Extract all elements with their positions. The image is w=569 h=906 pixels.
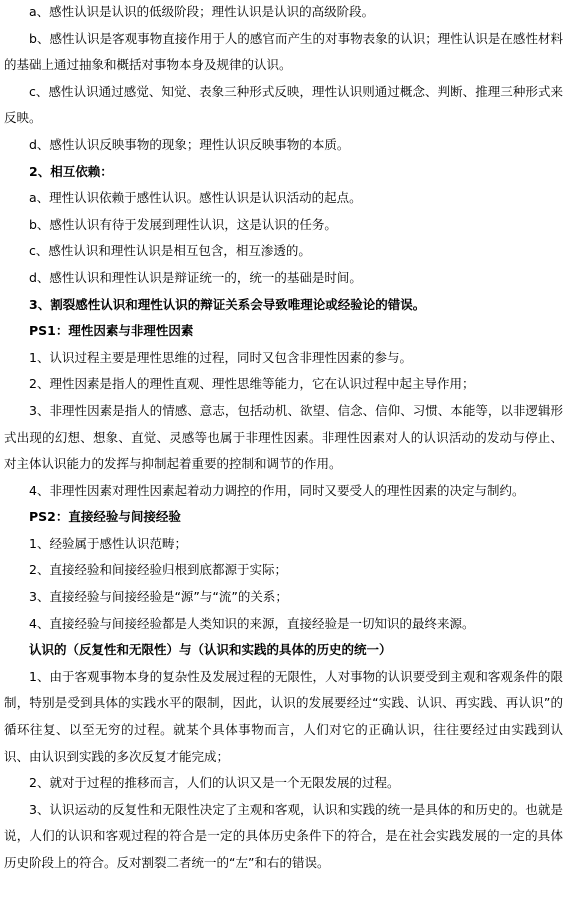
ps2-item-3: 3、直接经验与间接经验是“源”与“流”的关系； bbox=[29, 589, 288, 605]
paragraph-d-phenomenon-essence: d、感性认识反映事物的现象；理性认识反映事物的本质。 bbox=[29, 136, 350, 152]
ps1-item-2: 2、理性因素是指人的理性直观、理性思维等能力，它在认识过程中起主导作用； bbox=[29, 376, 475, 392]
ps1-item-4: 4、非理性因素对理性因素起着动力调控的作用，同时又要受人的理性因素的决定与制约。 bbox=[29, 482, 525, 498]
ps1-item-1: 1、认识过程主要是理性思维的过程，同时又包含非理性因素的参与。 bbox=[29, 349, 412, 365]
ps2-item-2: 2、直接经验和间接经验归根到底都源于实际； bbox=[29, 562, 287, 578]
paragraph-a-low-high-stage: a、感性认识是认识的低级阶段；理性认识是认识的高级阶段。 bbox=[29, 4, 375, 19]
section-heading-ps1: PS1：理性因素与非理性因素 bbox=[29, 323, 194, 339]
ps1-item-3: 3、非理性因素是指人的情感、意志，包括动机、欲望、信念、信仰、习惯、本能等，以非逻辑形式出现的幻想、想象、直觉、灵感等也属于非理性因素。非理性因素对人的认识活动的发动与停止、对主体认识能力的发挥与抑制起着重要的控制和调节的作用。 bbox=[4, 402, 563, 472]
paragraph-a-dependence: a、理性认识依赖于感性认识。感性认识是认识活动的起点。 bbox=[29, 190, 362, 206]
paragraph-c-forms: c、感性认识通过感觉、知觉、表象三种形式反映，理性认识则通过概念、判断、推理三种形式来反映。 bbox=[4, 83, 563, 126]
ps2-item-1: 1、经验属于感性认识范畴； bbox=[29, 535, 187, 551]
repetition-item-3: 3、认识运动的反复性和无限性决定了主观和客观，认识和实践的统一是具体的和历史的。也就是说，人们的认识和客观过程的符合是一定的具体历史条件下的符合，是在社会实践发展的一定的具体历史阶段上的符合。反对割裂二者统一的“左”和右的错误。 bbox=[4, 801, 563, 870]
section-heading-error: 3、割裂感性认识和理性认识的辩证关系会导致唯理论或经验论的错误。 bbox=[29, 296, 426, 312]
section-heading-ps2: PS2：直接经验与间接经验 bbox=[29, 509, 181, 525]
repetition-item-1: 1、由于客观事物本身的复杂性及发展过程的无限性，人对事物的认识要受到主观和客观条件的限制，特别是受到具体的实践水平的限制，因此，认识的发展要经过“实践、认识、再实践、再认识”的循环往复、以至无穷的过程。就某个具体事物而言，人们对它的正确认识，往往要经过由实践到认识、由认识到实践的多次反复才能完成； bbox=[4, 668, 563, 764]
paragraph-c-interpenetration: c、感性认识和理性认识是相互包含，相互渗透的。 bbox=[29, 243, 311, 259]
paragraph-d-unity: d、感性认识和理性认识是辩证统一的，统一的基础是时间。 bbox=[29, 269, 362, 285]
repetition-item-2: 2、就对于过程的推移而言，人们的认识又是一个无限发展的过程。 bbox=[29, 775, 400, 791]
section-heading-mutual-dependence: 2、相互依赖： bbox=[29, 163, 113, 179]
section-heading-repetition-unity: 认识的（反复性和无限性）与（认识和实践的具体的历史的统一） bbox=[29, 642, 392, 658]
paragraph-b-task: b、感性认识有待于发展到理性认识，这是认识的任务。 bbox=[29, 216, 337, 232]
paragraph-b-definitions: b、感性认识是客观事物直接作用于人的感官而产生的对事物表象的认识；理性认识是在感性材料的基础上通过抽象和概括对事物本身及规律的认识。 bbox=[4, 30, 563, 73]
ps2-item-4: 4、直接经验与间接经验都是人类知识的来源，直接经验是一切知识的最终来源。 bbox=[29, 615, 475, 631]
